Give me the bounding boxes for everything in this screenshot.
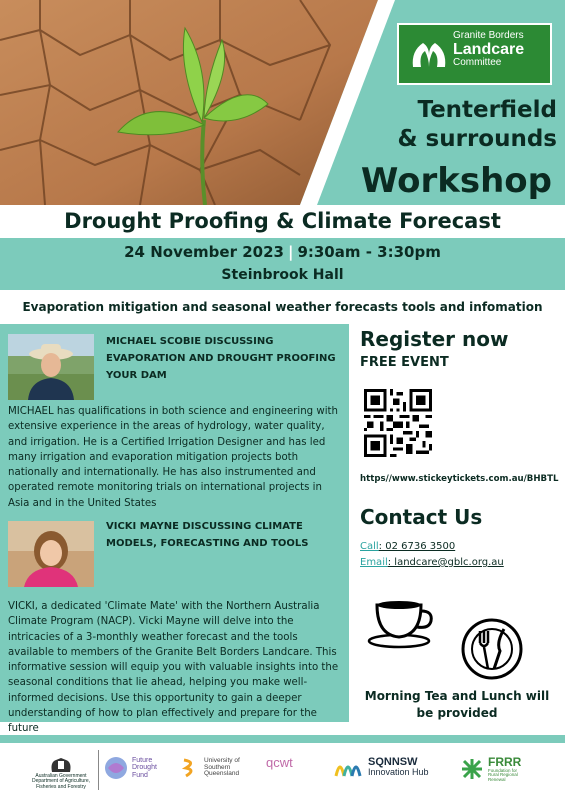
- hands-landcare-icon: [407, 33, 451, 77]
- sponsor-usq: [180, 756, 246, 780]
- date-time-line: [0, 243, 565, 261]
- register-heading: Register now: [360, 327, 509, 351]
- phone-label: Call: [360, 541, 379, 552]
- sponsor-gov-text: Australian Government Department of Agriculture, Fisheries and Forestry: [31, 773, 91, 790]
- footer-bar: [0, 735, 565, 743]
- sponsor-sqnnsw-sub: Innovation Hub: [368, 767, 429, 778]
- landcare-logo: [397, 23, 552, 85]
- sponsor-australian-government: [26, 756, 96, 790]
- location-title: [372, 96, 557, 154]
- date-separator: |: [287, 243, 294, 261]
- speaker-vicki-bio: VICKI, a dedicated 'Climate Mate' with the Northern Australia Climate Program (NACP). Vicki Mayne will delve into the intricacies of a 3-monthly weather forecast and the tools available to members of the Granite Belt Borders Landcare. This informative session will equip you with valuable insights into the seasonal conditions that lie ahead, helping you make well-informed decisions. Use this opportunity to gain a deeper understanding of how to plan effectively and prepare for the future: [8, 601, 339, 735]
- sponsor-qcwt: [266, 756, 293, 770]
- sponsor-sqnnsw-text: SQNNSW: [368, 755, 418, 768]
- event-time: 9:30am - 3:30pm: [297, 243, 441, 261]
- email-label: Email: [360, 557, 388, 568]
- logo-line-2: Landcare: [453, 40, 525, 58]
- sqnnsw-wave-icon: [334, 756, 364, 778]
- event-venue: Steinbrook Hall: [221, 267, 344, 283]
- location-title-line-1: Tenterfield: [417, 97, 557, 123]
- tagline: Evaporation mitigation and seasonal weather forecasts tools and infomation: [22, 300, 543, 314]
- location-title-line-2: & surrounds: [397, 126, 557, 152]
- plate-cutlery-icon: [460, 617, 524, 681]
- event-type-title: Workshop: [360, 161, 552, 201]
- speaker-michael-heading: MICHAEL SCOBIE DISCUSSING EVAPORATION AND DROUGHT PROOFING YOUR DAM: [106, 336, 336, 381]
- catering-note: Morning Tea and Lunch will be provided: [364, 689, 550, 720]
- workshop-subtitle: Drought Proofing & Climate Forecast: [64, 209, 501, 233]
- sponsor-frrr-sub: Foundation for Rural Regional Renewal: [488, 767, 518, 783]
- logo-line-1: Granite Borders: [453, 30, 524, 41]
- coat-of-arms-icon: [48, 756, 74, 774]
- contact-phone[interactable]: [360, 541, 455, 552]
- speaker-vicki-photo: [8, 521, 94, 587]
- fdf-swirl-icon: [104, 756, 128, 780]
- registration-qr-code[interactable]: [364, 389, 432, 457]
- free-event-label: FREE EVENT: [360, 355, 449, 370]
- registration-url[interactable]: https//www.stickeytickets.com.au/BHBTL: [360, 474, 559, 484]
- sponsor-usq-text: University of Southern Queensland: [204, 756, 240, 778]
- frrr-leaf-icon: [460, 757, 484, 781]
- event-date: 24 November 2023: [124, 243, 284, 261]
- speaker-michael-photo: [8, 334, 94, 400]
- speaker-michael-bio: MICHAEL has qualifications in both science and engineering with extensive experience in the areas of hydrology, water quality, and irrigation. He is a Certified Irrigation Designer and has led many irrigation and evaporation mitigation projects both nationally and internationally. He has also instrumented and operated remote monitoring trials on international projects in Asia and in the United States: [8, 406, 338, 509]
- date-band: [0, 238, 565, 290]
- sponsor-qcwt-text: qcwt: [266, 755, 293, 770]
- speaker-vicki-heading: VICKI MAYNE DISCUSSING CLIMATE MODELS, FORECASTING AND TOOLS: [106, 521, 309, 549]
- usq-logo-icon: [180, 756, 200, 780]
- phone-value[interactable]: : 02 6736 3500: [378, 541, 456, 552]
- sponsor-sqnnsw: [334, 756, 429, 778]
- tea-cup-icon: [365, 597, 437, 649]
- sponsor-future-drought-fund: [104, 756, 162, 780]
- subtitle-band: [0, 205, 565, 238]
- hero-banner: [0, 0, 565, 205]
- footer-divider: [98, 750, 99, 790]
- contact-email[interactable]: [360, 557, 504, 568]
- logo-line-3: Committee: [453, 57, 502, 69]
- sponsor-frrr-text: FRRR: [488, 755, 522, 769]
- sponsor-frrr: [460, 756, 528, 783]
- sponsor-fdf-text: Future Drought Fund: [132, 756, 157, 779]
- email-value[interactable]: : landcare@gblc.org.au: [387, 557, 504, 568]
- contact-heading: Contact Us: [360, 505, 483, 529]
